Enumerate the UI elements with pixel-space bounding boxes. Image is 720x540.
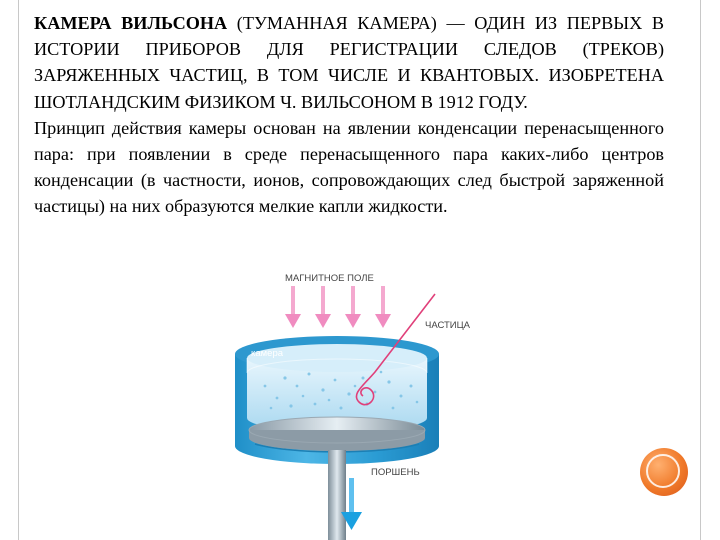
term-wilson-chamber: КАМЕРА ВИЛЬСОНА bbox=[34, 13, 228, 33]
paragraph-intro bbox=[34, 10, 664, 115]
field-arrow-3 bbox=[345, 286, 361, 328]
label-piston: ПОРШЕНЬ bbox=[371, 467, 420, 478]
right-frame-line bbox=[700, 0, 701, 540]
decorative-orange-circle bbox=[640, 448, 688, 496]
field-arrow-1 bbox=[285, 286, 301, 328]
left-frame-line bbox=[18, 0, 19, 540]
slide-text bbox=[34, 10, 664, 220]
field-arrow-4 bbox=[375, 286, 391, 328]
label-chamber: камера bbox=[251, 348, 284, 359]
paragraph-principle: Принцип действия камеры основан на явлении конденсации перенасыщенного пара: при появлении в среде перенасыщенного пара каких-либо центров конденсации (в частности, ионов, сопровождающих след быстрой заряженной частицы) на них образуются мелкие капли жидкости. bbox=[34, 117, 664, 217]
magnetic-field-arrows bbox=[285, 286, 391, 328]
cloud-chamber-diagram bbox=[225, 268, 525, 540]
label-particle: ЧАСТИЦА bbox=[425, 320, 470, 331]
label-magnetic-field: МАГНИТНОЕ ПОЛЕ bbox=[285, 273, 374, 284]
intro-rest: (ТУМАННАЯ КАМЕРА) — ОДИН ИЗ ПЕРВЫХ В ИСТОРИИ ПРИБОРОВ ДЛЯ РЕГИСТРАЦИИ СЛЕДОВ (ТРЕКОВ) ЗАРЯЖЕННЫХ ЧАСТИЦ, В ТОМ ЧИСЛЕ И КВАНТОВЫХ. ИЗОБРЕТЕНА ШОТЛАНДСКИМ ФИЗИКОМ Ч. ВИЛЬСОНОМ В 1912 ГОДУ. bbox=[34, 13, 664, 112]
field-arrow-2 bbox=[315, 286, 331, 328]
piston bbox=[249, 417, 425, 451]
piston-rod bbox=[328, 450, 346, 540]
